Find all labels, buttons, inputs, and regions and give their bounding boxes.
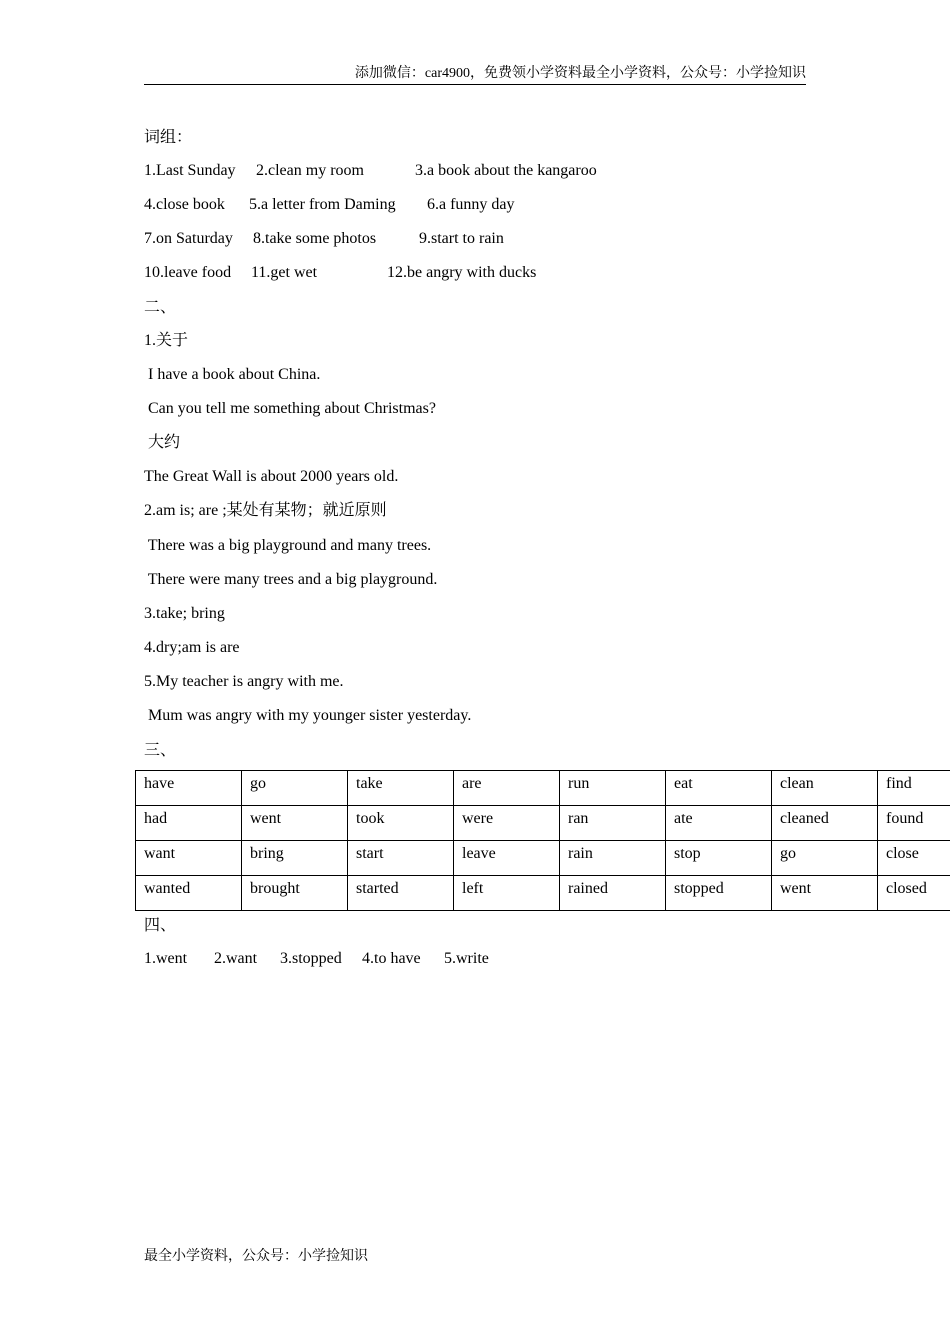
table-cell: went xyxy=(242,806,348,841)
table-cell: start xyxy=(348,841,454,876)
answer-item: 2.want xyxy=(214,950,258,967)
explanation-line: 大约 xyxy=(144,434,181,451)
table-cell: closed xyxy=(878,876,950,911)
explanation-line: 4.dry;am is are xyxy=(144,639,240,656)
table-cell: have xyxy=(136,771,242,806)
phrase-item: 8.take some photos xyxy=(253,230,377,247)
verb-forms-table xyxy=(135,770,950,911)
phrase-item: 4.close book xyxy=(144,196,225,213)
table-cell: close xyxy=(878,841,950,876)
table-cell: ran xyxy=(560,806,666,841)
phrase-item: 10.leave food xyxy=(144,264,232,281)
table-cell: rain xyxy=(560,841,666,876)
table-cell: left xyxy=(454,876,560,911)
explanation-line: 3.take; bring xyxy=(144,605,225,622)
example-sentence: I have a book about China. xyxy=(144,366,321,383)
table-cell: ate xyxy=(666,806,772,841)
table-cell: found xyxy=(878,806,950,841)
phrase-row xyxy=(144,194,744,216)
phrase-row xyxy=(144,228,744,250)
table-cell: took xyxy=(348,806,454,841)
example-sentence: Mum was angry with my younger sister yesterday. xyxy=(144,707,472,724)
table-row xyxy=(136,841,950,876)
phrase-item: 9.start to rain xyxy=(419,230,504,247)
section-title-three: 三、 xyxy=(144,742,177,759)
table-cell: cleaned xyxy=(772,806,878,841)
section-title-two: 二、 xyxy=(144,299,177,316)
phrase-item: 1.Last Sunday xyxy=(144,162,236,179)
phrase-item: 12.be angry with ducks xyxy=(387,264,537,281)
example-sentence: There were many trees and a big playground. xyxy=(144,571,438,588)
phrase-item: 11.get wet xyxy=(251,264,318,281)
table-cell: stopped xyxy=(666,876,772,911)
table-cell: clean xyxy=(772,771,878,806)
table-cell: rained xyxy=(560,876,666,911)
page-header: 添加微信：car4900，免费领小学资料最全小学资料，公众号：小学捡知识 xyxy=(144,64,806,85)
example-sentence: There was a big playground and many trees. xyxy=(144,537,432,554)
phrase-item: 7.on Saturday xyxy=(144,230,233,247)
phrase-item: 6.a funny day xyxy=(427,196,515,213)
phrase-row xyxy=(144,160,744,182)
table-row xyxy=(136,876,950,911)
table-cell: find xyxy=(878,771,950,806)
table-cell: brought xyxy=(242,876,348,911)
table-cell: go xyxy=(772,841,878,876)
table-cell: started xyxy=(348,876,454,911)
example-sentence: Can you tell me something about Christmas? xyxy=(144,400,436,417)
table-cell: go xyxy=(242,771,348,806)
explanation-line: 1.关于 xyxy=(144,332,189,349)
page-footer: 最全小学资料，公众号：小学捡知识 xyxy=(144,1249,368,1264)
table-cell: went xyxy=(772,876,878,911)
table-cell: bring xyxy=(242,841,348,876)
section-title-phrases: 词组： xyxy=(144,129,193,146)
example-sentence: 5.My teacher is angry with me. xyxy=(144,673,344,690)
section-title-four: 四、 xyxy=(144,917,177,934)
answer-item: 5.write xyxy=(444,950,489,967)
table-row xyxy=(136,771,950,806)
table-cell: want xyxy=(136,841,242,876)
phrase-row xyxy=(144,262,744,284)
answer-item: 3.stopped xyxy=(280,950,342,967)
phrase-item: 2.clean my room xyxy=(256,162,364,179)
explanation-line: 2.am is; are ;某处有某物；就近原则 xyxy=(144,502,387,519)
table-row xyxy=(136,806,950,841)
table-cell: are xyxy=(454,771,560,806)
table-cell: leave xyxy=(454,841,560,876)
answer-item: 1.went xyxy=(144,950,188,967)
table-cell: wanted xyxy=(136,876,242,911)
phrase-item: 5.a letter from Daming xyxy=(249,196,396,213)
table-cell: take xyxy=(348,771,454,806)
table-cell: run xyxy=(560,771,666,806)
table-cell: stop xyxy=(666,841,772,876)
table-cell: were xyxy=(454,806,560,841)
table-cell: had xyxy=(136,806,242,841)
phrase-item: 3.a book about the kangaroo xyxy=(415,162,597,179)
answer-row xyxy=(144,948,544,970)
answer-item: 4.to have xyxy=(362,950,421,967)
example-sentence: The Great Wall is about 2000 years old. xyxy=(144,468,399,485)
table-cell: eat xyxy=(666,771,772,806)
